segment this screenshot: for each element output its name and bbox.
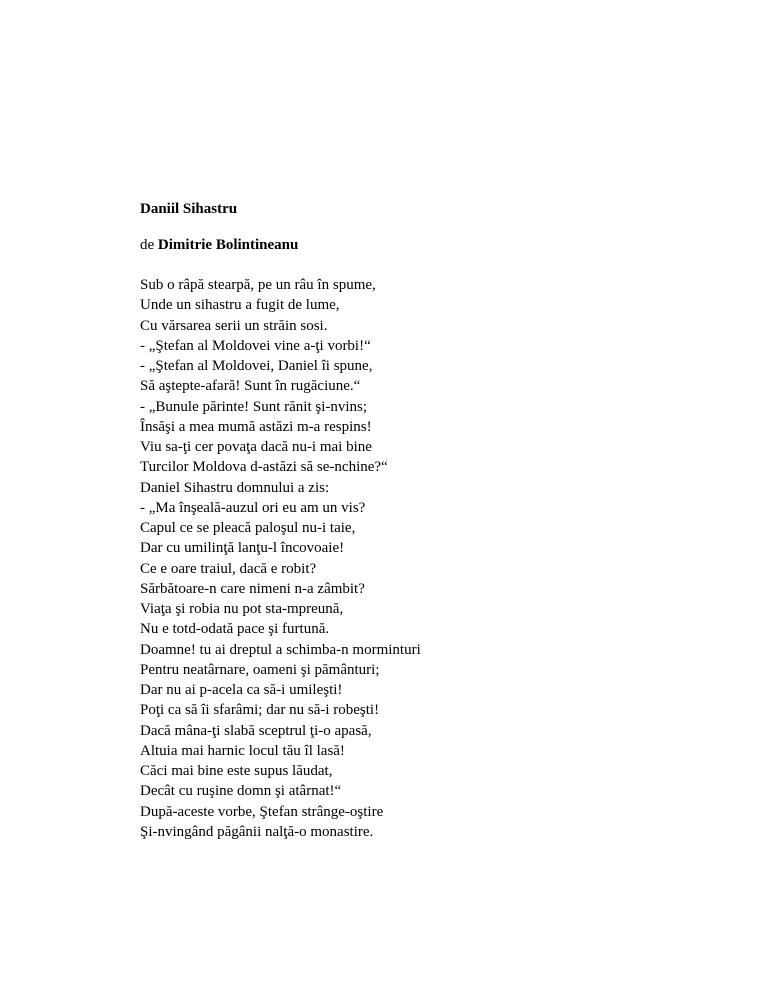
- poem-line: Ce e oare traiul, dacă e robit?: [140, 560, 317, 577]
- poem-line: Pentru neatârnare, oameni şi pământuri;: [140, 661, 380, 678]
- byline-prefix: de: [140, 237, 155, 253]
- poem-line: - „Bunule părinte! Sunt rănit şi-nvins;: [140, 398, 368, 415]
- poem-line: Doamne! tu ai dreptul a schimba-n morminturi: [140, 641, 421, 658]
- poem-line: Decât cu ruşine domn şi atârnat!“: [140, 783, 342, 800]
- poem-line: Însăşi a mea mumă astăzi m-a respins!: [140, 418, 372, 435]
- poem-title: Daniil Sihastru: [140, 201, 238, 217]
- poem-line: Nu e totd-odată pace şi furtună.: [140, 621, 330, 638]
- poem-line: Sărbătoare-n care nimeni n-a zâmbit?: [140, 580, 365, 597]
- poem-line: Poţi ca să îi sfarâmi; dar nu să-i robeşti!: [140, 702, 380, 719]
- poem-author: Dimitrie Bolintineanu: [157, 237, 299, 253]
- poem-line: Capul ce se pleacă paloşul nu-i taie,: [140, 520, 356, 536]
- poem-line: Căci mai bine este supus lăudat,: [140, 763, 333, 779]
- poem-line: După-aceste vorbe, Ştefan strânge-oştire: [140, 803, 384, 820]
- poem-line: Sub o râpă stearpă, pe un râu în spume,: [140, 277, 376, 293]
- poem-line: Dacă mâna-ţi slabă sceptrul ţi-o apasă,: [140, 722, 372, 739]
- poem-body: [140, 275, 421, 842]
- poem-line: Altuia mai harnic locul tău îl lasă!: [140, 742, 345, 759]
- poem-line: Daniel Sihastru domnului a zis:: [140, 479, 330, 496]
- poem-line: Viaţa şi robia nu pot sta-mpreună,: [140, 601, 344, 617]
- poem-line: Cu vărsarea serii un străin sosi.: [140, 317, 328, 334]
- poem-line: Să aştepte-afară! Sunt în rugăciune.“: [140, 378, 361, 395]
- poem-line: - „Ştefan al Moldovei vine a-ţi vorbi!“: [140, 337, 371, 354]
- poem-byline: [140, 235, 298, 255]
- poem-line: - „Ştefan al Moldovei, Daniel îi spune,: [140, 358, 373, 374]
- poem-line: Viu sa-ţi cer povaţa dacă nu-i mai bine: [140, 439, 372, 455]
- poem-line: - „Ma înşeală-auzul ori eu am un vis?: [140, 499, 366, 516]
- poem-line: Dar nu ai p-acela ca să-i umileşti!: [140, 682, 343, 698]
- poem-line: Şi-nvingând păgânii nalţă-o monastire.: [140, 823, 374, 840]
- poem-line: Unde un sihastru a fugit de lume,: [140, 297, 340, 314]
- poem-line: Turcilor Moldova d-astăzi să se-nchine?“: [140, 459, 388, 476]
- poem-line: Dar cu umilinţă lanţu-l încovoaie!: [140, 540, 345, 557]
